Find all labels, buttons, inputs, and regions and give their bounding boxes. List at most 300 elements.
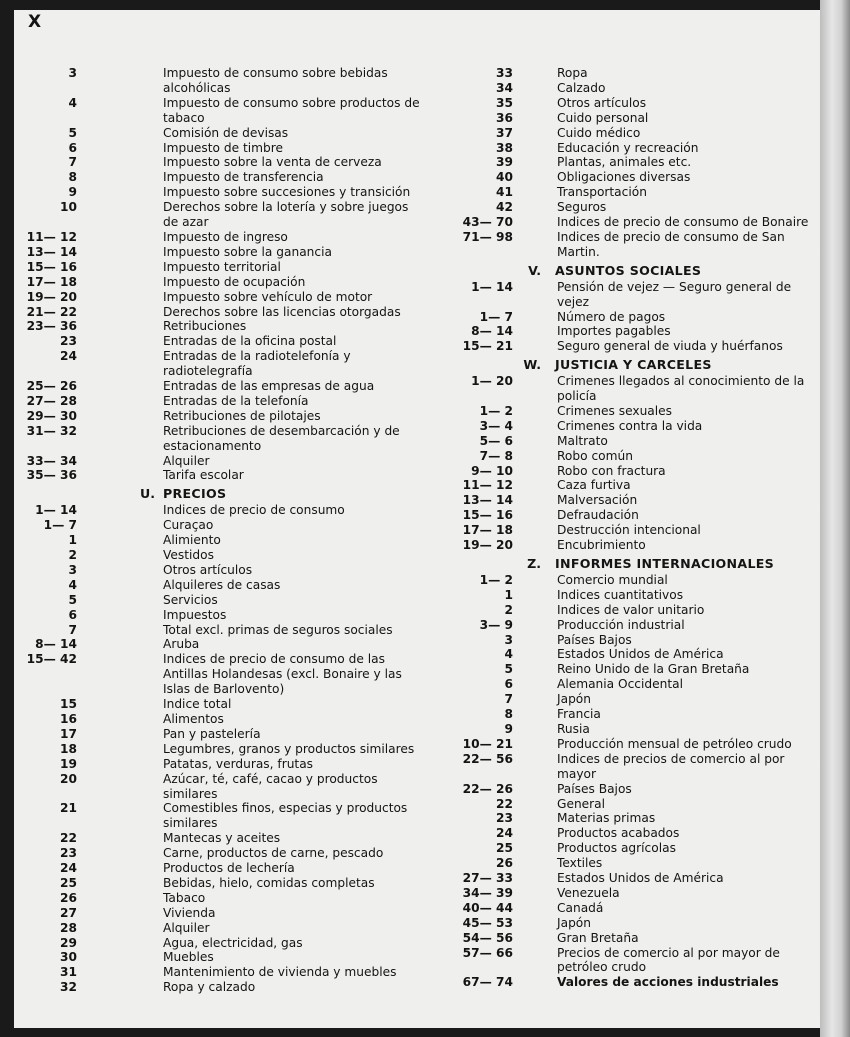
- entry-label: Entradas de las empresas de agua: [163, 379, 375, 394]
- entry-label: Curaçao: [163, 518, 214, 533]
- entry-number: 25— 26: [26, 379, 77, 394]
- index-entry: [20, 876, 420, 891]
- entry-label: Alquiler: [163, 453, 210, 468]
- entry-label: Impuesto sobre la ganancia: [163, 244, 332, 259]
- index-entry: [440, 737, 816, 752]
- index-entry: [20, 319, 420, 334]
- page-number: X: [28, 12, 43, 32]
- index-entry: [20, 349, 420, 379]
- entry-number: 9: [68, 185, 77, 200]
- entry-number: 2: [68, 548, 77, 562]
- entry-label: Muebles: [163, 950, 214, 965]
- index-entry: [20, 245, 420, 260]
- index-entry: [20, 305, 420, 320]
- entry-label: Patatas, verduras, frutas: [163, 756, 314, 771]
- index-entry: [440, 478, 816, 493]
- index-entry: [20, 96, 420, 126]
- entry-label: Impuesto de consumo sobre productos de tabaco: [163, 95, 420, 125]
- index-entry: [440, 170, 816, 185]
- entry-number: 3: [68, 562, 77, 577]
- entry-number: 22— 56: [462, 751, 513, 766]
- entry-label: Crimenes contra la vida: [557, 418, 703, 433]
- entry-number: 23— 36: [26, 319, 77, 334]
- index-entry: [20, 334, 420, 349]
- index-entry: [440, 81, 816, 96]
- entry-number: 5: [68, 125, 77, 140]
- index-entry: [20, 697, 420, 712]
- entry-label: Valores de acciones industriales: [557, 975, 779, 990]
- entry-number: 2: [504, 602, 513, 617]
- index-entry: [440, 901, 816, 916]
- entry-number: 1: [68, 533, 77, 548]
- index-entry: [440, 419, 816, 434]
- entry-number: 34— 39: [462, 885, 513, 900]
- entry-number: 39: [496, 155, 513, 170]
- entry-label: Impuesto de transferencia: [163, 170, 324, 185]
- index-entry: [440, 886, 816, 901]
- entry-number: 7: [504, 692, 513, 707]
- index-entry: [20, 394, 420, 409]
- entry-label: Vestidos: [163, 548, 214, 562]
- entry-label: Países Bajos: [557, 781, 632, 796]
- entry-label: Importes pagables: [557, 324, 671, 339]
- entry-number: 21— 22: [26, 304, 77, 319]
- index-entry: [20, 533, 420, 548]
- entry-number: 10: [60, 200, 77, 215]
- index-entry: [20, 66, 420, 96]
- index-entry: [20, 623, 420, 638]
- entry-label: Aruba: [163, 637, 200, 652]
- entry-label: Derechos sobre las licencias otorgadas: [163, 304, 401, 319]
- entry-number: 11— 12: [462, 478, 513, 493]
- index-entry: [20, 965, 420, 980]
- entry-number: 38: [496, 140, 513, 155]
- entry-number: 19: [60, 756, 77, 771]
- entry-number: 15— 42: [26, 652, 77, 667]
- book-spine-edge: [820, 0, 850, 1037]
- entry-number: 6: [68, 140, 77, 155]
- index-entry: [440, 404, 816, 419]
- entry-label: Bebidas, hielo, comidas completas: [163, 875, 375, 890]
- entry-label: Retribuciones de pilotajes: [163, 408, 321, 423]
- entry-label: Azúcar, té, café, cacao y productos similares: [163, 771, 378, 801]
- entry-number: 17— 18: [462, 523, 513, 538]
- index-entry: [440, 856, 816, 871]
- entry-label: Japón: [557, 692, 591, 707]
- entry-label: Seguros: [557, 200, 607, 215]
- entry-label: Impuesto de timbre: [163, 140, 284, 155]
- entry-label: Producción mensual de petróleo crudo: [557, 736, 792, 751]
- entry-label: Total excl. primas de seguros sociales: [163, 622, 393, 637]
- entry-label: Impuesto de ingreso: [163, 229, 288, 244]
- entry-number: 40— 44: [462, 900, 513, 915]
- entry-label: Transportación: [557, 185, 647, 200]
- index-entry: [20, 454, 420, 469]
- entry-number: 9: [504, 721, 513, 736]
- index-entry: [440, 588, 816, 603]
- index-entry: [440, 677, 816, 692]
- entry-label: Retribuciones de desembarcación y de estacionamento: [163, 423, 400, 453]
- entry-number: 5: [68, 592, 77, 607]
- entry-label: Venezuela: [557, 885, 620, 900]
- index-entry: [440, 155, 816, 170]
- index-entry: [20, 727, 420, 742]
- entry-number: 22: [60, 831, 77, 846]
- entry-label: Otros artículos: [163, 562, 253, 577]
- entry-label: Plantas, animales etc.: [557, 155, 692, 170]
- entry-number: 15— 21: [462, 339, 513, 354]
- index-entry: [20, 593, 420, 608]
- index-entry: [440, 310, 816, 325]
- entry-label: Alemania Occidental: [557, 677, 683, 692]
- entry-number: 17: [60, 726, 77, 741]
- entry-number: 25: [60, 875, 77, 890]
- index-entry: [440, 707, 816, 722]
- entry-label: Impuesto sobre la venta de cerveza: [163, 155, 382, 170]
- index-entry: [440, 493, 816, 508]
- entry-number: 23: [60, 846, 77, 861]
- entry-label: Indices de precios de comercio al por mayor: [557, 751, 785, 781]
- index-entry: [440, 841, 816, 856]
- index-entry: [20, 424, 420, 454]
- entry-number: 67— 74: [462, 975, 513, 990]
- index-entry: [20, 921, 420, 936]
- entry-number: 28: [60, 920, 77, 935]
- entry-label: Alimiento: [163, 533, 221, 548]
- entry-label: General: [557, 796, 606, 811]
- left-index-column: [20, 66, 420, 995]
- section-title: INFORMES INTERNACIONALES: [555, 556, 775, 571]
- entry-label: Número de pagos: [557, 309, 666, 324]
- index-entry: [440, 782, 816, 797]
- entry-label: Encubrimiento: [557, 538, 646, 553]
- entry-number: 26: [496, 856, 513, 871]
- index-entry: [440, 230, 816, 260]
- entry-number: 26: [60, 890, 77, 905]
- entry-label: Entradas de la telefonía: [163, 393, 309, 408]
- entry-number: 36: [496, 110, 513, 125]
- index-entry: [440, 633, 816, 648]
- entry-number: 1— 2: [479, 403, 513, 418]
- entry-number: 24: [60, 861, 77, 876]
- entry-label: Obligaciones diversas: [557, 170, 691, 185]
- entry-number: 34: [496, 80, 513, 95]
- index-entry: [440, 523, 816, 538]
- index-entry: [440, 662, 816, 677]
- entry-label: Defraudación: [557, 508, 639, 523]
- entry-label: Caza furtiva: [557, 478, 631, 493]
- index-entry: [440, 280, 816, 310]
- entry-number: 25: [496, 841, 513, 856]
- index-entry: [440, 871, 816, 886]
- entry-number: 27: [60, 905, 77, 920]
- entry-number: 29: [60, 935, 77, 950]
- index-entry: [440, 722, 816, 737]
- entry-label: Productos acabados: [557, 826, 680, 841]
- entry-number: 45— 53: [462, 915, 513, 930]
- index-entry: [440, 111, 816, 126]
- section-heading: [440, 557, 816, 572]
- entry-label: Destrucción intencional: [557, 523, 701, 538]
- entry-number: 3— 4: [479, 418, 513, 433]
- index-entry: [440, 647, 816, 662]
- entry-number: 4: [504, 647, 513, 662]
- entry-number: 41: [496, 185, 513, 200]
- entry-number: 57— 66: [462, 945, 513, 960]
- entry-number: 7: [68, 622, 77, 637]
- entry-label: Productos de lechería: [163, 861, 295, 876]
- index-entry: [20, 260, 420, 275]
- index-entry: [20, 185, 420, 200]
- index-entry: [440, 975, 816, 990]
- index-entry: [20, 409, 420, 424]
- entry-number: 3: [68, 66, 77, 80]
- entry-number: 1— 7: [43, 518, 77, 533]
- entry-label: Ropa y calzado: [163, 980, 256, 995]
- entry-label: Producción industrial: [557, 617, 685, 632]
- entry-number: 54— 56: [462, 930, 513, 945]
- entry-label: Comestibles finos, especias y productos similares: [163, 801, 408, 831]
- entry-number: 7: [68, 155, 77, 170]
- entry-number: 23: [60, 334, 77, 349]
- entry-label: Mantenimiento de vivienda y muebles: [163, 965, 397, 980]
- index-entry: [20, 503, 420, 518]
- index-entry: [440, 434, 816, 449]
- section-heading: [440, 264, 816, 279]
- entry-label: Impuesto de consumo sobre bebidas alcohólicas: [163, 66, 388, 95]
- index-entry: [20, 290, 420, 305]
- index-entry: [440, 126, 816, 141]
- entry-label: Comercio mundial: [557, 572, 668, 587]
- entry-label: Crimenes sexuales: [557, 403, 672, 418]
- entry-label: Robo común: [557, 448, 633, 463]
- entry-number: 1— 14: [471, 279, 513, 294]
- entry-label: Entradas de la radiotelefonía y radiotelegrafía: [163, 349, 351, 379]
- entry-number: 3— 9: [479, 617, 513, 632]
- entry-label: Japón: [557, 915, 591, 930]
- entry-number: 13— 14: [462, 493, 513, 508]
- entry-number: 30: [60, 950, 77, 965]
- entry-label: Estados Unidos de América: [557, 871, 724, 886]
- entry-number: 31— 32: [26, 423, 77, 438]
- entry-label: Otros artículos: [557, 95, 647, 110]
- index-entry: [20, 578, 420, 593]
- entry-number: 8: [68, 170, 77, 185]
- entry-label: Crimenes llegados al conocimiento de la policía: [557, 374, 805, 404]
- entry-label: Precios de comercio al por mayor de petróleo crudo: [557, 945, 780, 975]
- entry-number: 23: [496, 811, 513, 826]
- section-heading: [440, 358, 816, 373]
- index-entry: [20, 980, 420, 995]
- index-entry: [20, 200, 420, 230]
- section-title: PRECIOS: [163, 486, 227, 502]
- entry-number: 15— 16: [462, 508, 513, 523]
- entry-number: 24: [496, 826, 513, 841]
- section-title: JUSTICIA Y CARCELES: [555, 357, 712, 373]
- entry-number: 42: [496, 200, 513, 215]
- entry-label: Impuesto de ocupación: [163, 274, 306, 289]
- right-index-column: [440, 66, 816, 990]
- index-entry: [20, 772, 420, 802]
- entry-number: 1— 14: [35, 503, 77, 518]
- entry-number: 22— 26: [462, 781, 513, 796]
- entry-number: 19— 20: [462, 538, 513, 553]
- index-entry: [20, 950, 420, 965]
- entry-number: 37: [496, 125, 513, 140]
- index-entry: [440, 185, 816, 200]
- entry-label: Países Bajos: [557, 632, 632, 647]
- index-entry: [20, 891, 420, 906]
- index-entry: [20, 141, 420, 156]
- entry-label: Francia: [557, 707, 601, 722]
- index-entry: [20, 230, 420, 245]
- index-entry: [440, 96, 816, 111]
- section-letter: Z.: [527, 556, 541, 571]
- entry-label: Indice total: [163, 697, 232, 712]
- index-entry: [20, 170, 420, 185]
- entry-number: 8— 14: [35, 637, 77, 652]
- entry-label: Ropa: [557, 66, 588, 80]
- entry-number: 40: [496, 170, 513, 185]
- entry-label: Pan y pastelería: [163, 726, 261, 741]
- index-entry: [20, 126, 420, 141]
- entry-number: 1— 20: [471, 374, 513, 389]
- index-entry: [20, 846, 420, 861]
- index-entry: [440, 66, 816, 81]
- entry-number: 22: [496, 796, 513, 811]
- entry-label: Indices de precio de consumo de San Martin.: [557, 229, 785, 259]
- index-entry: [20, 637, 420, 652]
- index-entry: [20, 652, 420, 697]
- entry-number: 33— 34: [26, 453, 77, 468]
- entry-number: 4: [68, 95, 77, 110]
- entry-number: 16: [60, 711, 77, 726]
- entry-label: Cuido médico: [557, 125, 641, 140]
- entry-label: Legumbres, granos y productos similares: [163, 741, 415, 756]
- entry-label: Alimentos: [163, 711, 224, 726]
- index-entry: [440, 464, 816, 479]
- index-entry: [20, 906, 420, 921]
- index-entry: [20, 518, 420, 533]
- entry-number: 18: [60, 741, 77, 756]
- entry-number: 33: [496, 66, 513, 80]
- index-entry: [440, 538, 816, 553]
- entry-number: 11— 12: [26, 229, 77, 244]
- index-entry: [20, 831, 420, 846]
- index-entry: [20, 712, 420, 727]
- entry-label: Derechos sobre la lotería y sobre juegos de azar: [163, 200, 409, 230]
- entry-label: Textiles: [557, 856, 603, 871]
- entry-label: Cuido personal: [557, 110, 649, 125]
- entry-number: 7— 8: [479, 448, 513, 463]
- entry-number: 35— 36: [26, 468, 77, 483]
- entry-label: Indices de precio de consumo: [163, 503, 345, 518]
- entry-label: Estados Unidos de América: [557, 647, 724, 662]
- entry-number: 24: [60, 349, 77, 364]
- entry-label: Indices de precio de consumo de Bonaire: [557, 215, 809, 230]
- entry-number: 4: [68, 577, 77, 592]
- entry-number: 35: [496, 95, 513, 110]
- index-entry: [20, 861, 420, 876]
- entry-label: Impuesto sobre succesiones y transición: [163, 185, 411, 200]
- entry-label: Gran Bretaña: [557, 930, 639, 945]
- entry-label: Calzado: [557, 80, 606, 95]
- section-title: ASUNTOS SOCIALES: [555, 262, 702, 278]
- section-heading: [20, 487, 420, 502]
- entry-label: Tabaco: [163, 890, 206, 905]
- entry-number: 6: [68, 607, 77, 622]
- index-entry: [440, 946, 816, 976]
- entry-label: Malversación: [557, 493, 638, 508]
- entry-number: 43— 70: [462, 215, 513, 230]
- index-entry: [440, 811, 816, 826]
- index-entry: [20, 757, 420, 772]
- index-entry: [440, 573, 816, 588]
- index-entry: [20, 468, 420, 483]
- entry-label: Servicios: [163, 592, 218, 607]
- entry-label: Impuestos: [163, 607, 227, 622]
- entry-label: Carne, productos de carne, pescado: [163, 846, 384, 861]
- entry-label: Maltrato: [557, 433, 608, 448]
- entry-number: 6: [504, 677, 513, 692]
- entry-label: Vivienda: [163, 905, 216, 920]
- entry-label: Tarifa escolar: [163, 468, 244, 483]
- index-entry: [440, 752, 816, 782]
- entry-number: 27— 33: [462, 871, 513, 886]
- entry-label: Pensión de vejez — Seguro general de vejez: [557, 279, 792, 309]
- entry-number: 15— 16: [26, 259, 77, 274]
- entry-number: 21: [60, 801, 77, 816]
- entry-label: Rusia: [557, 721, 590, 736]
- entry-number: 1: [504, 587, 513, 602]
- entry-number: 8: [504, 707, 513, 722]
- index-entry: [20, 379, 420, 394]
- section-letter: V.: [528, 262, 541, 278]
- entry-number: 32: [60, 980, 77, 995]
- entry-number: 8— 14: [471, 324, 513, 339]
- index-entry: [440, 603, 816, 618]
- index-entry: [440, 916, 816, 931]
- index-entry: [440, 141, 816, 156]
- entry-label: Seguro general de viuda y huérfanos: [557, 339, 783, 354]
- entry-label: Indices cuantitativos: [557, 587, 684, 602]
- entry-label: Canadá: [557, 900, 604, 915]
- entry-number: 27— 28: [26, 393, 77, 408]
- entry-number: 3: [504, 632, 513, 647]
- index-entry: [440, 826, 816, 841]
- entry-label: Retribuciones: [163, 319, 247, 334]
- index-entry: [20, 155, 420, 170]
- entry-label: Productos agrícolas: [557, 841, 676, 856]
- index-entry: [440, 215, 816, 230]
- entry-number: 10— 21: [462, 736, 513, 751]
- entry-number: 9— 10: [471, 463, 513, 478]
- entry-number: 1— 2: [479, 572, 513, 587]
- entry-label: Indices de precio de consumo de las Antillas Holandesas (excl. Bonaire y las Islas de Barlovento): [163, 652, 402, 697]
- index-entry: [20, 936, 420, 951]
- index-entry: [440, 692, 816, 707]
- index-entry: [20, 563, 420, 578]
- entry-number: 31: [60, 965, 77, 980]
- entry-label: Alquiler: [163, 920, 210, 935]
- index-entry: [440, 931, 816, 946]
- entry-label: Alquileres de casas: [163, 577, 281, 592]
- index-entry: [440, 797, 816, 812]
- index-entry: [440, 618, 816, 633]
- entry-label: Indices de valor unitario: [557, 602, 705, 617]
- section-letter: U.: [139, 486, 155, 502]
- index-entry: [440, 324, 816, 339]
